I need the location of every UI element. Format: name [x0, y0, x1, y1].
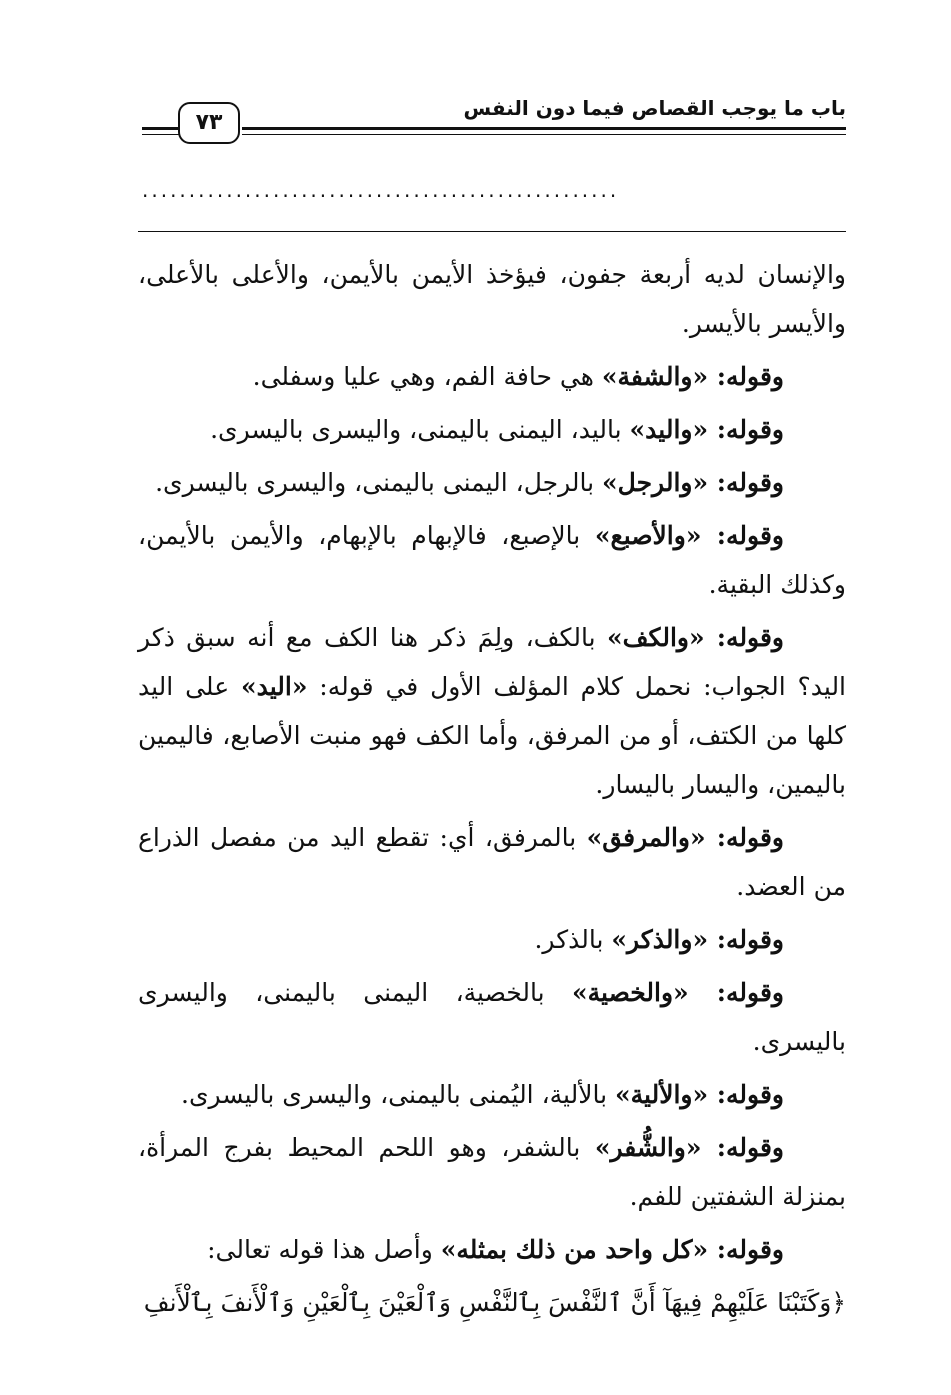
paragraph-text: هي حافة الفم، وهي عليا وسفلى. [252, 362, 602, 391]
header-rule-left-thick [142, 127, 180, 130]
paragraph [138, 968, 846, 1066]
paragraph-term: «والشُّفر» [594, 1133, 702, 1162]
paragraph-text: بالذكر. [534, 925, 612, 954]
paragraph-lead: وقوله: [704, 623, 784, 652]
paragraph-lead: وقوله: [708, 362, 784, 391]
paragraph-text: بالرجل، اليمنى باليمنى، واليسرى باليسرى. [155, 468, 603, 497]
paragraph-lead: وقوله: [708, 415, 784, 444]
running-title: باب ما يوجب القصاص فيما دون النفس [463, 96, 846, 120]
paragraph [138, 352, 846, 401]
header-rule-thick [242, 127, 846, 130]
paragraph-term: «والخصية» [572, 978, 689, 1007]
paragraph-text: بالإصبع، فالإبهام بالإبهام، والأيمن بالأيمن، وكذلك البقية. [138, 521, 846, 599]
paragraph-text: وأصل هذا قوله تعالى: [207, 1235, 441, 1264]
paragraph-text: بالألية، اليُمنى باليمنى، واليسرى باليسرى. [181, 1080, 615, 1109]
paragraph-lead: وقوله: [705, 823, 784, 852]
paragraph-term: «والكف» [607, 623, 705, 652]
paragraph-text: باليد، اليمنى باليمنى، واليسرى باليسرى. [210, 415, 630, 444]
body-text [138, 250, 846, 1331]
paragraph-term: «والألية» [615, 1080, 709, 1109]
paragraph [138, 511, 846, 609]
paragraph-lead: وقوله: [701, 521, 784, 550]
quran-verse: ﴿وَكَتَبْنَا عَلَيْهِمْ فِيهَآ أَنَّ ٱلنَّفْسَ بِٱلنَّفْسِ وَٱلْعَيْنَ بِٱلْعَيْنِ وَٱلْأَنفَ بِٱلْأَنفِ [143, 1288, 846, 1317]
paragraph [138, 613, 846, 809]
paragraph [138, 405, 846, 454]
paragraph-term: «كل واحد من ذلك بمثله» [440, 1235, 709, 1264]
paragraph-text: بالكف، ولِمَ ذكر هنا الكف مع أنه سبق ذكر اليد؟ الجواب: نحمل كلام المؤلف الأول في قوله: [138, 623, 847, 701]
paragraph-term: «والأصبع» [594, 521, 702, 550]
paragraph-term: «والرجل» [602, 468, 709, 497]
paragraph-text: بالمرفق، أي: تقطع اليد من مفصل الذراع من العضد. [138, 823, 846, 901]
dotted-separator: ................................................... [142, 180, 620, 200]
separator-rule [138, 231, 846, 232]
paragraph-term: «والذكر» [611, 925, 709, 954]
paragraph-lead: وقوله: [708, 468, 784, 497]
paragraph [138, 458, 846, 507]
paragraph-term: «والشفة» [601, 362, 709, 391]
paragraph [138, 1070, 846, 1119]
paragraph-lead: وقوله: [701, 1133, 784, 1162]
paragraph-term: «اليد» [240, 672, 308, 701]
page-number: ٧٣ [178, 102, 240, 144]
paragraph-term: «واليد» [629, 415, 709, 444]
paragraph [138, 1123, 846, 1221]
paragraph [138, 250, 846, 348]
paragraph-lead: وقوله: [708, 1235, 784, 1264]
paragraph-text: على اليد كلها من الكتف، أو من المرفق، وأما الكف فهو منبت الأصابع، فاليمين باليمين، واليسار باليسار. [138, 672, 846, 799]
paragraph-term: «والمرفق» [586, 823, 706, 852]
paragraph [138, 915, 846, 964]
paragraph-lead: وقوله: [688, 978, 784, 1007]
paragraph-lead: وقوله: [708, 1080, 784, 1109]
paragraph-lead: وقوله: [708, 925, 784, 954]
header-rule-left-thin [142, 134, 180, 135]
paragraph [138, 813, 846, 911]
paragraph-text: والإنسان لديه أربعة جفون، فيؤخذ الأيمن بالأيمن، والأعلى بالأعلى، والأيسر بالأيسر. [138, 260, 846, 338]
paragraph-text: بالشفر، وهو اللحم المحيط بفرج المرأة، بمنزلة الشفتين للفم. [138, 1133, 846, 1211]
header-rule-thin [242, 134, 846, 135]
paragraph-text: بالخصية، اليمنى باليمنى، واليسرى باليسرى. [138, 978, 846, 1056]
paragraph [138, 1225, 846, 1274]
